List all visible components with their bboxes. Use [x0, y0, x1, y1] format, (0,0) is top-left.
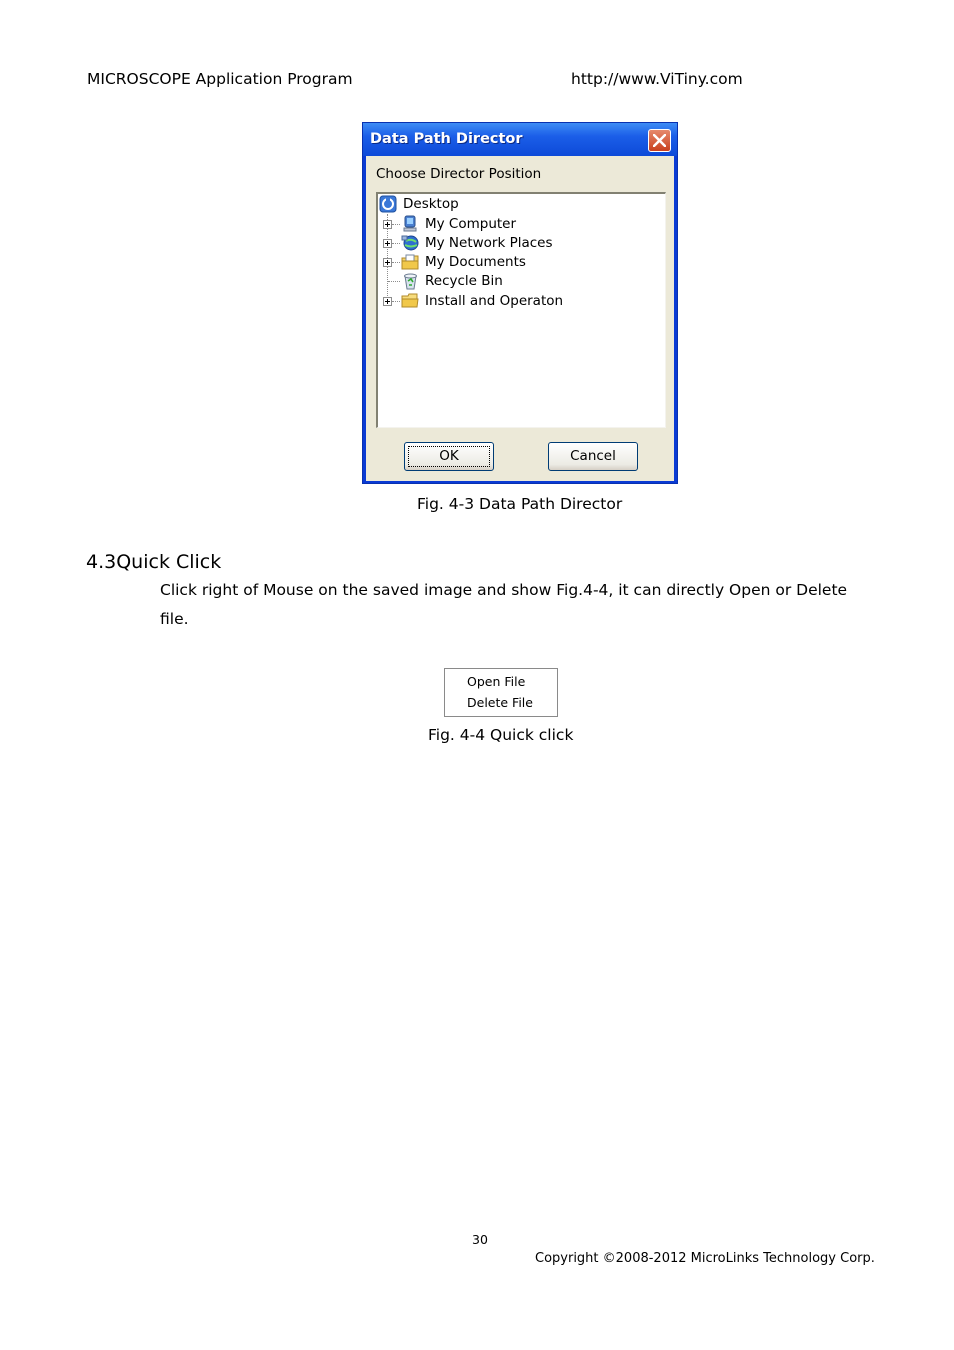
documents-folder-icon: [401, 253, 419, 271]
expand-icon[interactable]: [383, 220, 392, 229]
cancel-button-label: Cancel: [570, 448, 616, 464]
computer-icon: [401, 215, 419, 233]
menu-item-open-file[interactable]: Open File: [467, 674, 526, 689]
tree-item-label: Recycle Bin: [425, 273, 503, 289]
close-icon: [653, 134, 666, 147]
tree-item-my-documents[interactable]: [378, 253, 658, 272]
quick-click-context-menu: [444, 668, 558, 717]
tree-item-label: My Network Places: [425, 235, 553, 251]
data-path-director-dialog: [362, 122, 678, 484]
folder-tree[interactable]: [376, 192, 666, 428]
page-number: 30: [472, 1232, 488, 1247]
tree-item-install-and-operaton[interactable]: [378, 292, 658, 311]
ok-button-label: OK: [439, 448, 459, 464]
figure-caption-4-3: Fig. 4-3 Data Path Director: [417, 495, 623, 513]
folder-icon: [401, 292, 419, 310]
tree-connector-h: [392, 301, 400, 302]
tree-connector-h: [392, 243, 400, 244]
tree-item-my-computer[interactable]: [378, 215, 658, 234]
ok-button[interactable]: [404, 442, 494, 471]
expand-icon[interactable]: [383, 297, 392, 306]
tree-connector-h: [392, 224, 400, 225]
menu-item-delete-file[interactable]: Delete File: [467, 695, 533, 710]
tree-item-label: Install and Operaton: [425, 293, 564, 309]
cancel-button[interactable]: [548, 442, 638, 471]
tree-item-recycle-bin[interactable]: [378, 272, 658, 291]
section-heading: 4.3Quick Click: [86, 551, 222, 573]
dialog-client-area: [366, 156, 674, 481]
body-text-line: file.: [160, 610, 189, 628]
network-places-icon: [401, 234, 419, 252]
recycle-bin-icon: [401, 272, 419, 290]
close-button[interactable]: [648, 129, 671, 152]
header-url: http://www.ViTiny.com: [571, 70, 743, 88]
header-left: MICROSCOPE Application Program: [87, 70, 353, 88]
desktop-icon: [379, 195, 397, 213]
expand-icon[interactable]: [383, 258, 392, 267]
body-text-line: Click right of Mouse on the saved image and show Fig.4-4, it can directly Open or Delete: [160, 581, 848, 599]
tree-root-label: Desktop: [403, 196, 459, 212]
tree-connector-h: [388, 281, 400, 282]
tree-connector-h: [392, 262, 400, 263]
copyright-notice: Copyright ©2008-2012 MicroLinks Technology Corp.: [535, 1251, 875, 1266]
tree-item-my-network-places[interactable]: [378, 234, 658, 253]
dialog-title-bar[interactable]: [363, 123, 677, 156]
dialog-title: Data Path Director: [370, 131, 523, 147]
expand-icon[interactable]: [383, 239, 392, 248]
tree-item-label: My Computer: [425, 216, 517, 232]
focus-rect: [408, 446, 490, 467]
tree-item-label: My Documents: [425, 254, 526, 270]
figure-caption-4-4: Fig. 4-4 Quick click: [428, 726, 574, 744]
dialog-prompt: Choose Director Position: [376, 166, 542, 182]
